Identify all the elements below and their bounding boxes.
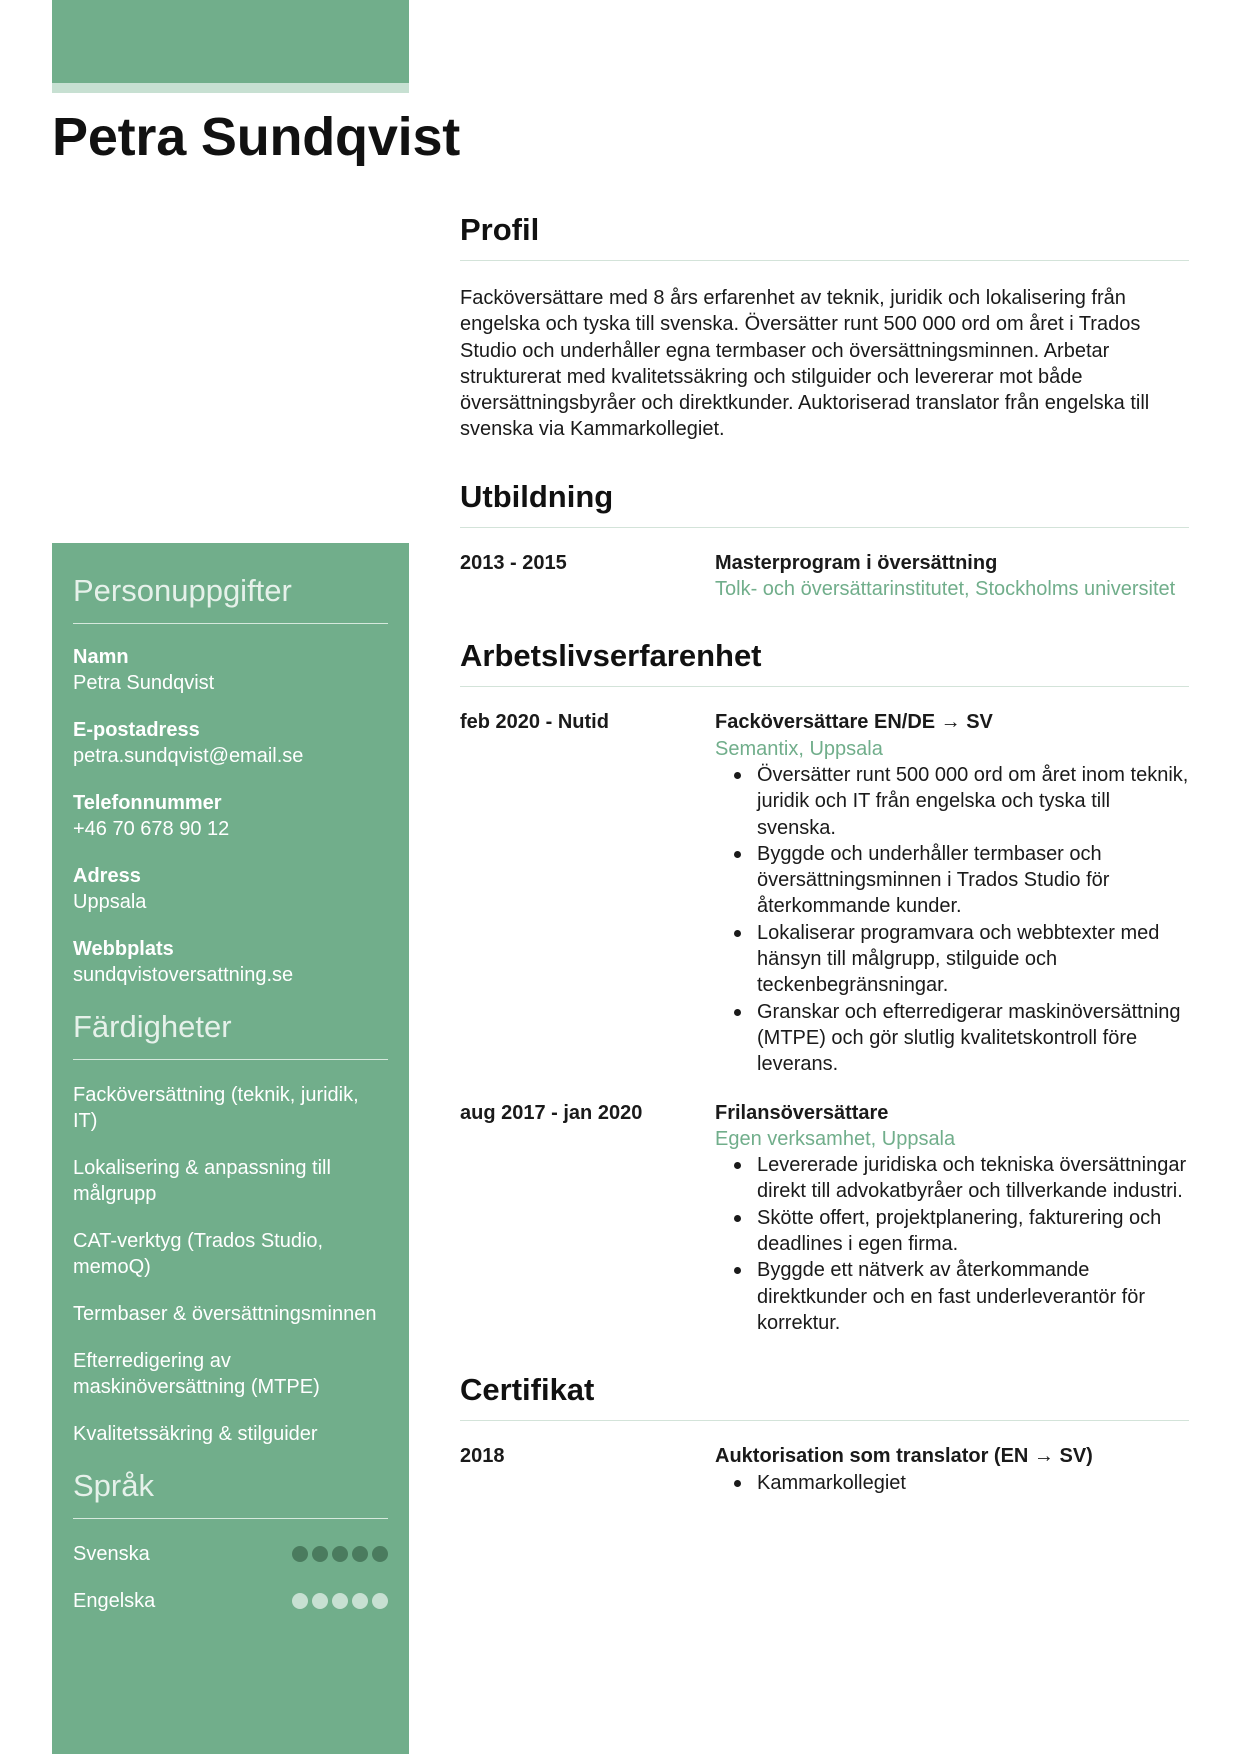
skill-item: Termbaser & översättningsminnen: [73, 1303, 377, 1325]
entry-date: 2013 - 2015: [460, 551, 567, 574]
language-level-dots: [292, 1546, 388, 1562]
level-dot: [332, 1546, 348, 1562]
info-item-website: [73, 936, 388, 988]
info-label: Adress: [73, 865, 141, 887]
skill-item: Efterredigering av maskinöversättning (MTPE): [73, 1350, 320, 1398]
language-level-dots: [292, 1593, 388, 1609]
entry-title: Frilansöversättare: [715, 1101, 889, 1124]
certificates-heading: Certifikat: [460, 1372, 1189, 1421]
profile-text: Facköversättare med 8 års erfarenhet av teknik, juridik och lokalisering från engelska och tyska till svenska. Översätter runt 500 000 ord om året i Trados Studio och underhåller egna termbaser och översättningsminnen. Arbetar strukturerat med kvalitetssäkring och stilguider och levererar mot både översättningsbyråer och direktkunder. Auktoriserad translator från engelska till svenska via Kammarkollegiet.: [460, 287, 1150, 441]
entry-date: feb 2020 - Nutid: [460, 711, 609, 734]
entry-title: Facköversättare EN/DE → SV: [715, 711, 993, 734]
entry-date: 2018: [460, 1445, 505, 1468]
sidebar: [52, 543, 409, 1754]
info-item-email: [73, 717, 388, 769]
level-dot: [292, 1546, 308, 1562]
skill-item: Kvalitetssäkring & stilguider: [73, 1423, 318, 1445]
entry-body: [715, 709, 1189, 1077]
entry-body: [715, 1443, 1189, 1496]
bullet-list: [715, 1152, 1189, 1336]
languages-heading: Språk: [73, 1468, 388, 1519]
level-dot: [292, 1593, 308, 1609]
level-dot: [312, 1546, 328, 1562]
info-label: E-postadress: [73, 719, 200, 741]
language-row: [73, 1588, 388, 1614]
language-name: Engelska: [73, 1589, 156, 1612]
bullet-item: Levererade juridiska och tekniska översättningar direkt till advokatbyråer och tillverkande industri.: [757, 1152, 1189, 1205]
entry-body: [715, 550, 1189, 603]
info-item-name: [73, 644, 388, 696]
skill-item: Lokalisering & anpassning till målgrupp: [73, 1157, 331, 1205]
level-dot: [372, 1546, 388, 1562]
bullet-item: Kammarkollegiet: [757, 1470, 1189, 1496]
level-dot: [332, 1593, 348, 1609]
entry-date: aug 2017 - jan 2020: [460, 1101, 643, 1124]
bullet-item: Byggde ett nätverk av återkommande direktkunder och en fast underleverantör för korrektur.: [757, 1257, 1189, 1336]
skills-list: [73, 1082, 388, 1447]
experience-entry: [460, 1100, 1189, 1337]
level-dot: [352, 1593, 368, 1609]
info-label: Namn: [73, 646, 129, 668]
info-value: Petra Sundqvist: [73, 672, 215, 694]
main-content: [460, 212, 1189, 1496]
personal-info-list: [73, 644, 388, 988]
languages-list: [73, 1541, 388, 1614]
entry-org: Semantix, Uppsala: [715, 737, 883, 760]
language-name: Svenska: [73, 1542, 150, 1565]
entry-title: Masterprogram i översättning: [715, 551, 998, 574]
education-heading: Utbildning: [460, 479, 1189, 528]
bullet-item: Lokaliserar programvara och webbtexter med hänsyn till målgrupp, stilguide och teckenbegränsningar.: [757, 920, 1189, 999]
bullet-item: Skötte offert, projektplanering, fakturering och deadlines i egen firma.: [757, 1205, 1189, 1258]
skills-heading: Färdigheter: [73, 1009, 388, 1060]
experience-section: [460, 638, 1189, 1336]
header-accent-block: [52, 0, 409, 83]
education-section: [460, 479, 1189, 603]
skill-item: CAT-verktyg (Trados Studio, memoQ): [73, 1230, 324, 1278]
level-dot: [312, 1593, 328, 1609]
profile-section: [460, 212, 1189, 443]
education-entry: [460, 550, 1189, 603]
bullet-item: Översätter runt 500 000 ord om året inom teknik, juridik och IT från engelska och tyska till svenska.: [757, 762, 1189, 841]
profile-heading: Profil: [460, 212, 1189, 261]
level-dot: [372, 1593, 388, 1609]
info-item-address: [73, 863, 388, 915]
language-row: [73, 1541, 388, 1567]
info-label: Telefonnummer: [73, 792, 222, 814]
website-value: sundqvistoversattning.se: [73, 964, 294, 986]
certificate-entry: [460, 1443, 1189, 1496]
email-value: petra.sundqvist@email.se: [73, 745, 304, 767]
entry-org: Tolk- och översättarinstitutet, Stockholms universitet: [715, 578, 1176, 601]
entry-org: Egen verksamhet, Uppsala: [715, 1127, 956, 1150]
resume-name: Petra Sundqvist: [52, 107, 461, 167]
entry-body: [715, 1100, 1189, 1337]
phone-value: +46 70 678 90 12: [73, 818, 230, 840]
bullet-item: Granskar och efterredigerar maskinöversättning (MTPE) och gör slutlig kvalitetskontroll före leverans.: [757, 999, 1189, 1078]
info-label: Webbplats: [73, 938, 174, 960]
bullet-list: [715, 1470, 1189, 1496]
certificates-section: [460, 1372, 1189, 1496]
header-accent-stripe: [52, 83, 409, 93]
skill-item: Facköversättning (teknik, juridik, IT): [73, 1084, 359, 1132]
level-dot: [352, 1546, 368, 1562]
experience-entry: [460, 709, 1189, 1077]
personal-info-heading: Personuppgifter: [73, 573, 388, 624]
info-item-phone: [73, 790, 388, 842]
address-value: Uppsala: [73, 891, 147, 913]
bullet-list: [715, 762, 1189, 1078]
entry-title: Auktorisation som translator (EN → SV): [715, 1445, 1093, 1468]
experience-heading: Arbetslivserfarenhet: [460, 638, 1189, 687]
bullet-item: Byggde och underhåller termbaser och översättningsminnen i Trados Studio för återkommande kunder.: [757, 841, 1189, 920]
